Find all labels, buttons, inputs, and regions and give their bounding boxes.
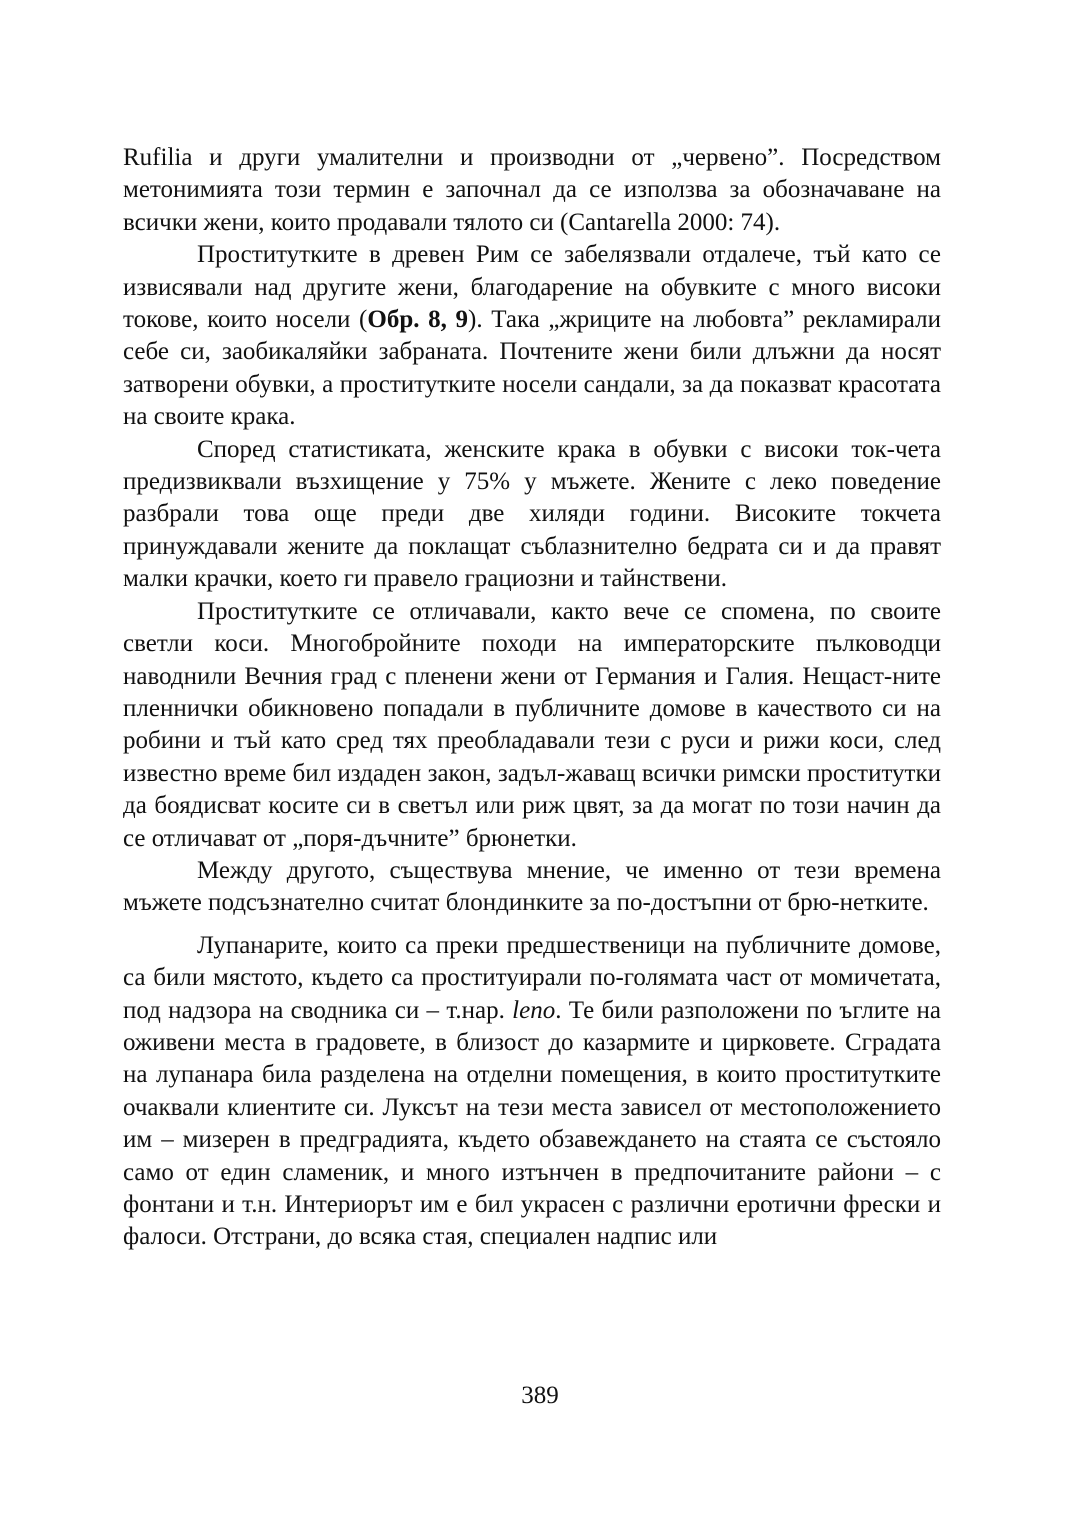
paragraph-2 [123, 239, 941, 433]
paragraph-5-text: Между другото, съществува мнение, че именно от тези времена мъжете подсъзнателно считат блондинките за по-достъпни от брю-нетките. [123, 856, 941, 917]
paragraph-3 [123, 434, 941, 596]
paragraph-6-text-before: Лупанарите, които са преки предшественици на публичните домове, са били мястото, където са проституирали по-голямата част от момичетата, под надзора на сводника си – т.нар. [123, 931, 941, 1024]
paragraph-6 [123, 930, 941, 1254]
paragraph-5 [123, 855, 941, 920]
paragraph-4 [123, 596, 941, 855]
paragraph-3-text: Според статистиката, женските крака в обувки с високи ток-чета предизвиквали възхищение у 75% у мъжете. Жените с леко поведение разбрали това още преди две хиляди години. Високите токчета принуждавали жените да поклащат съблазнително бедрата си и да правят малки крачки, което ги правело грациозни и тайнствени. [123, 435, 941, 593]
paragraph-2-text-after: ). Така „жриците на любовта” рекламирали себе си, заобикаляйки забраната. Почтените жени били длъжни да носят затворени обувки, а проститутките носели сандали, за да показват красотата на своите крака. [123, 306, 941, 431]
page-number: 389 [521, 1382, 559, 1409]
paragraph-1 [123, 142, 941, 239]
paragraph-4-text: Проститутките се отличавали, както вече се спомена, по своите светли коси. Многобройните походи на императорските пълководци наводнили Вечния град с пленени жени от Германия и Галия. Нещаст-ните пленнички обикновено попадали в публичните домове в качеството си на робини и тъй като сред тях преобладавали тези с руси и рижи коси, след известно време бил издаден закон, задъл-жаващ всички римски проститутки да боядисват косите си в светъл или риж цвят, за да могат по този начин да се отличават от „поря-дъчните” брюнетки. [123, 597, 941, 852]
figure-reference: Обр. 8, 9 [367, 306, 468, 334]
body-text [123, 142, 941, 1254]
paragraph-6-text-after: . Те били разположени по ъглите на оживени места в градовете, в близост до казармите и цирковете. Сградата на лупанара била разделена на отделни помещения, в които проститутките очаквали клиентите си. Луксът на тези места зависел от местоположението им – мизерен в предградията, където обзавеждането на стаята се състояло само от един сламеник, и много изтънчен в предпочитаните райони – с фонтани и т.н. Интериорът им е бил украсен с различни еротични фрески и фалоси. Отстрани, до всяка стая, специален надпис или [123, 996, 941, 1251]
latin-term: leno [512, 996, 556, 1024]
paragraph-2-text-before: Проститутките в древен Рим се забелязвали отдалече, тъй като се извисявали над другите жени, благодарение на обувките с много високи токове, които носели ( [123, 241, 941, 334]
paragraph-1-text: Rufilia и други умалителни и производни от „червено”. Посредством метонимията този термин е започнал да се използва за обозначаване на всички жени, които продавали тялото си (Cantarella 2000: 74). [123, 144, 941, 236]
